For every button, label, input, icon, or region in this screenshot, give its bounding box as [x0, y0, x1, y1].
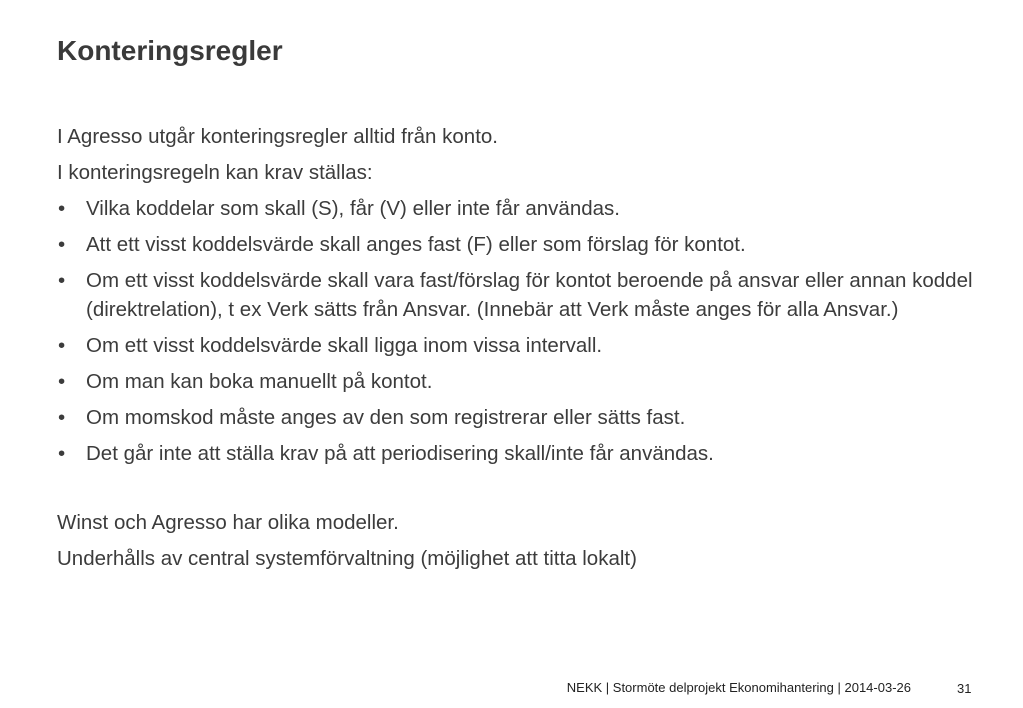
section-spacer	[57, 475, 977, 508]
list-item-text: Om man kan boka manuellt på kontot.	[86, 370, 433, 393]
list-item-text: Att ett visst koddelsvärde skall anges fast (F) eller som förslag för kontot.	[86, 233, 746, 256]
slide-footer	[0, 680, 1023, 700]
footer-text: NEKK | Stormöte delprojekt Ekonomihantering | 2014-03-26	[566, 680, 911, 695]
slide-body	[57, 122, 977, 580]
bullet-icon: •	[58, 233, 66, 256]
list-item-text: Vilka koddelar som skall (S), får (V) eller inte får användas.	[86, 197, 620, 220]
list-item	[57, 194, 977, 223]
intro-line-2: I konteringsregeln kan krav ställas:	[57, 161, 373, 184]
list-item	[57, 403, 977, 432]
list-item-text: Om momskod måste anges av den som registrerar eller sätts fast.	[86, 406, 686, 429]
list-item-text: Om ett visst koddelsvärde skall ligga inom vissa intervall.	[86, 334, 603, 357]
closing-line-2: Underhålls av central systemförvaltning (möjlighet att titta lokalt)	[57, 547, 637, 570]
list-item-text: Det går inte att ställa krav på att periodisering skall/inte får användas.	[86, 442, 714, 465]
bullet-icon: •	[58, 370, 66, 393]
list-item	[57, 230, 977, 259]
closing-line-1: Winst och Agresso har olika modeller.	[57, 511, 399, 534]
intro-line-1: I Agresso utgår konteringsregler alltid från konto.	[57, 125, 498, 148]
requirements-list	[57, 194, 977, 468]
list-item	[57, 266, 977, 324]
page-number: 31	[957, 681, 972, 696]
slide-title: Konteringsregler	[57, 35, 283, 66]
bullet-icon: •	[58, 269, 66, 292]
bullet-icon: •	[58, 406, 66, 429]
bullet-icon: •	[58, 442, 66, 465]
list-item	[57, 367, 977, 396]
list-item-text: Om ett visst koddelsvärde skall vara fast/förslag för kontot beroende på ansvar eller annan koddel (direktrelation), t ex Verk sätts från Ansvar. (Innebär att Verk måste anges för alla Ansvar.)	[86, 269, 973, 321]
list-item	[57, 439, 977, 468]
list-item	[57, 331, 977, 360]
bullet-icon: •	[58, 334, 66, 357]
bullet-icon: •	[58, 197, 66, 220]
